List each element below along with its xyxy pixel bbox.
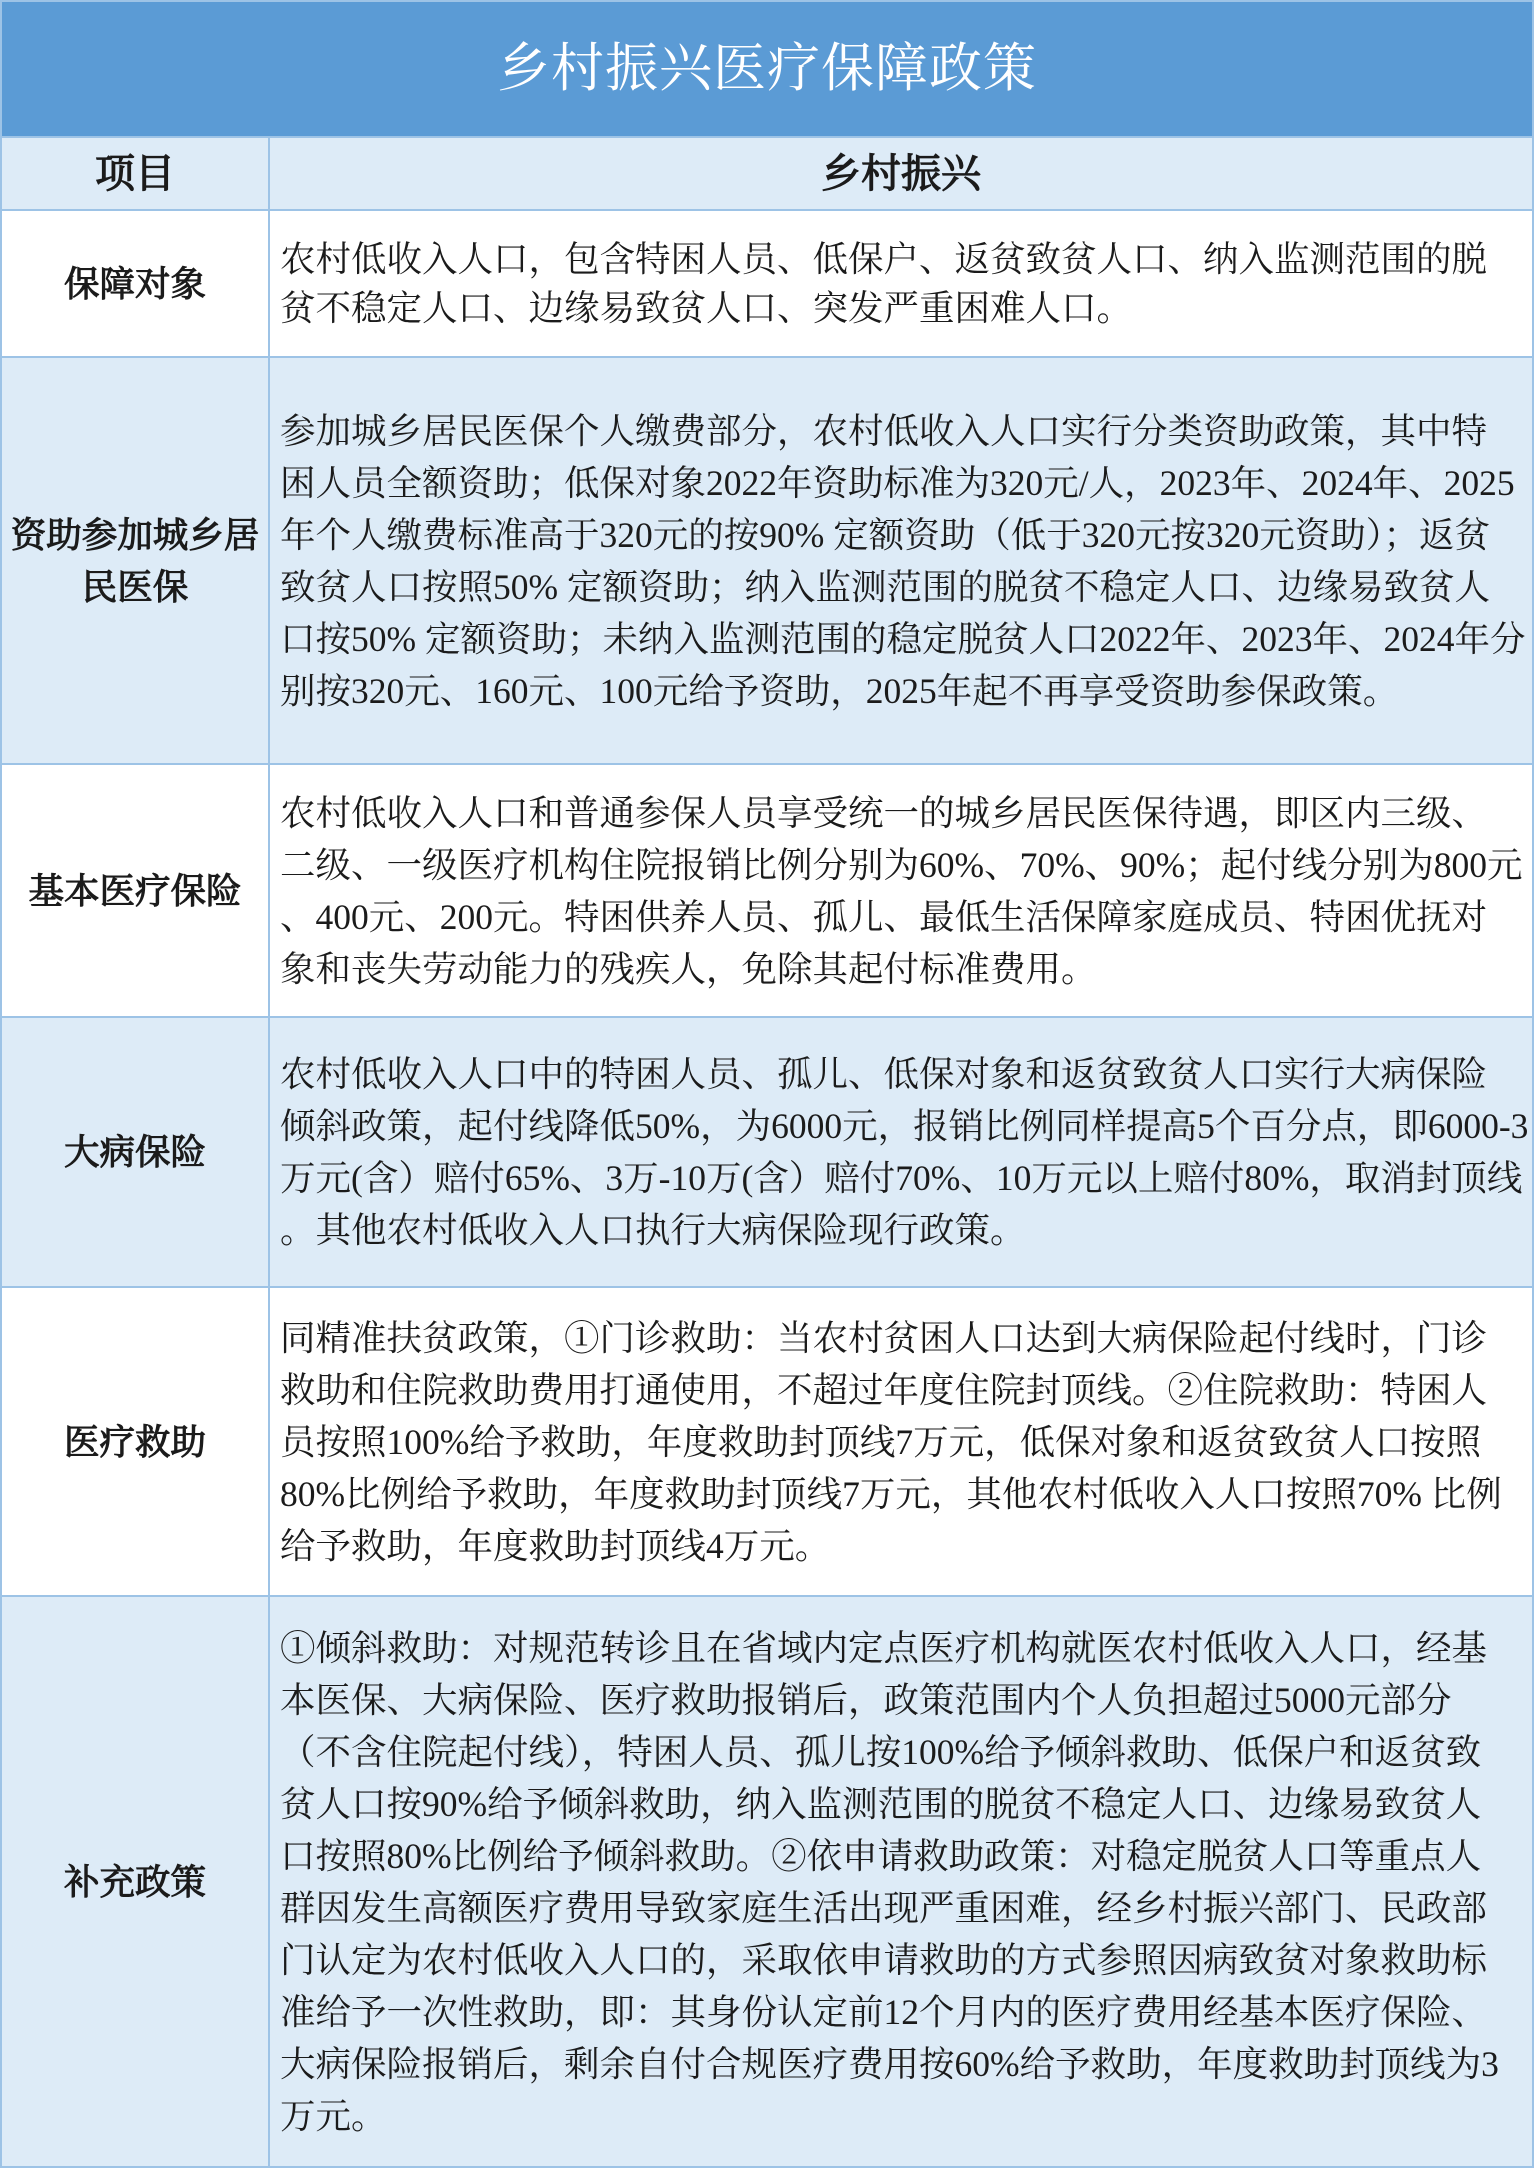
- content-line: ①倾斜救助：对规范转诊且在省域内定点医疗机构就医农村低收入人口，经基: [280, 1627, 1488, 1668]
- content-line: 二级、一级医疗机构住院报销比例分别为60%、70%、90%；起付线分别为800元: [280, 844, 1523, 885]
- row-content: [280, 235, 1528, 333]
- row-content: [280, 1312, 1528, 1572]
- content-line: 口按照80%比例给予倾斜救助。②依申请救助政策：对稳定脱贫人口等重点人: [280, 1835, 1482, 1876]
- row-content-cell: [270, 211, 1532, 356]
- content-line: 农村低收入人口，包含特困人员、低保户、返贫致贫人口、纳入监测范围的脱: [280, 238, 1488, 279]
- content-line: 困人员全额资助；低保对象2022年资助标准为320元/人，2023年、2024年、2025: [280, 462, 1515, 503]
- content-line: 。其他农村低收入人口执行大病保险现行政策。: [280, 1210, 1026, 1250]
- content-line: 口按50% 定额资助；未纳入监测范围的稳定脱贫人口2022年、2023年、2024年分: [280, 618, 1526, 659]
- table-row: [0, 1016, 1534, 1286]
- row-label: 资助参加城乡居民医保: [10, 514, 260, 607]
- content-line: 门认定为农村低收入人口的，采取依申请救助的方式参照因病致贫对象救助标: [280, 1939, 1488, 1980]
- table-row: [0, 356, 1534, 763]
- content-line: 本医保、大病保险、医疗救助报销后，政策范围内个人负担超过5000元部分: [280, 1679, 1452, 1720]
- table-row: [0, 1286, 1534, 1595]
- content-line: 万元(含）赔付65%、3万-10万(含）赔付70%、10万元以上赔付80%，取消封顶线: [280, 1158, 1523, 1198]
- table-row: [0, 763, 1534, 1016]
- content-line: 80%比例给予救助，年度救助封顶线7万元，其他农村低收入人口按照70% 比例: [280, 1473, 1502, 1514]
- content-line: 倾斜政策，起付线降低50%，为6000元，报销比例同样提高5个百分点，即6000-3: [280, 1106, 1528, 1146]
- content-line: 别按320元、160元、100元给予资助，2025年起不再享受资助参保政策。: [280, 670, 1399, 711]
- row-content-cell: [270, 1018, 1532, 1286]
- header-content-column: 乡村振兴: [821, 150, 981, 196]
- row-content-cell: [270, 1597, 1532, 2166]
- row-content-cell: [270, 1288, 1532, 1595]
- row-label: 大病保险: [63, 1132, 206, 1172]
- title-bar: [0, 0, 1534, 136]
- content-line: 万元。: [280, 2095, 387, 2136]
- content-line: 年个人缴费标准高于320元的按90% 定额资助（低于320元按320元资助）；返贫: [280, 514, 1490, 555]
- content-line: 准给予一次性救助，即：其身份认定前12个月内的医疗费用经基本医疗保险、: [280, 1991, 1488, 2032]
- content-line: 农村低收入人口和普通参保人员享受统一的城乡居民医保待遇，即区内三级、: [280, 792, 1488, 833]
- header-item-column: 项目: [2, 138, 270, 209]
- row-label-cell: [2, 358, 270, 763]
- row-content-cell: [270, 765, 1532, 1016]
- row-content-cell: [270, 358, 1532, 763]
- content-line: 象和丧失劳动能力的残疾人，免除其起付标准费用。: [280, 948, 1097, 989]
- row-label-cell: [2, 1018, 270, 1286]
- content-line: 贫不稳定人口、边缘易致贫人口、突发严重困难人口。: [280, 287, 1133, 328]
- row-label: 补充政策: [63, 1861, 206, 1902]
- content-line: 同精准扶贫政策，①门诊救助：当农村贫困人口达到大病保险起付线时，门诊: [280, 1317, 1488, 1358]
- content-line: 贫人口按90%给予倾斜救助，纳入监测范围的脱贫不稳定人口、边缘易致贫人: [280, 1783, 1482, 1824]
- content-line: 救助和住院救助费用打通使用，不超过年度住院封顶线。②住院救助：特困人: [280, 1369, 1488, 1410]
- row-label-cell: [2, 1597, 270, 2166]
- page-title: 乡村振兴医疗保障政策: [497, 40, 1037, 98]
- row-label-cell: [2, 1288, 270, 1595]
- content-line: 大病保险报销后，剩余自付合规医疗费用按60%给予救助，年度救助封顶线为3: [280, 2043, 1499, 2084]
- table-row: [0, 209, 1534, 356]
- content-line: 群因发生高额医疗费用导致家庭生活出现严重困难，经乡村振兴部门、民政部: [280, 1887, 1488, 1928]
- row-content: [280, 1622, 1528, 2142]
- row-content: [280, 405, 1528, 717]
- content-line: 、400元、200元。特困供养人员、孤儿、最低生活保障家庭成员、特困优抚对: [280, 896, 1488, 937]
- content-line: 参加城乡居民医保个人缴费部分，农村低收入人口实行分类资助政策，其中特: [280, 410, 1488, 451]
- row-label: 保障对象: [63, 263, 206, 304]
- row-label-cell: [2, 765, 270, 1016]
- content-line: 给予救助，年度救助封顶线4万元。: [280, 1525, 831, 1566]
- content-line: 农村低收入人口中的特困人员、孤儿、低保对象和返贫致贫人口实行大病保险: [280, 1054, 1488, 1094]
- content-line: 致贫人口按照50% 定额资助；纳入监测范围的脱贫不稳定人口、边缘易致贫人: [280, 566, 1490, 607]
- row-content: [280, 1048, 1528, 1256]
- content-line: 员按照100%给予救助，年度救助封顶线7万元，低保对象和返贫致贫人口按照: [280, 1421, 1482, 1462]
- row-label: 医疗救助: [63, 1421, 206, 1462]
- table-body: [0, 209, 1534, 2168]
- content-line: （不含住院起付线），特困人员、孤儿按100%给予倾斜救助、低保户和返贫致: [280, 1731, 1482, 1772]
- row-label: 基本医疗保险: [28, 870, 242, 911]
- table-header: [0, 136, 1534, 209]
- table-row: [0, 1595, 1534, 2168]
- row-label-cell: [2, 211, 270, 356]
- row-content: [280, 787, 1528, 995]
